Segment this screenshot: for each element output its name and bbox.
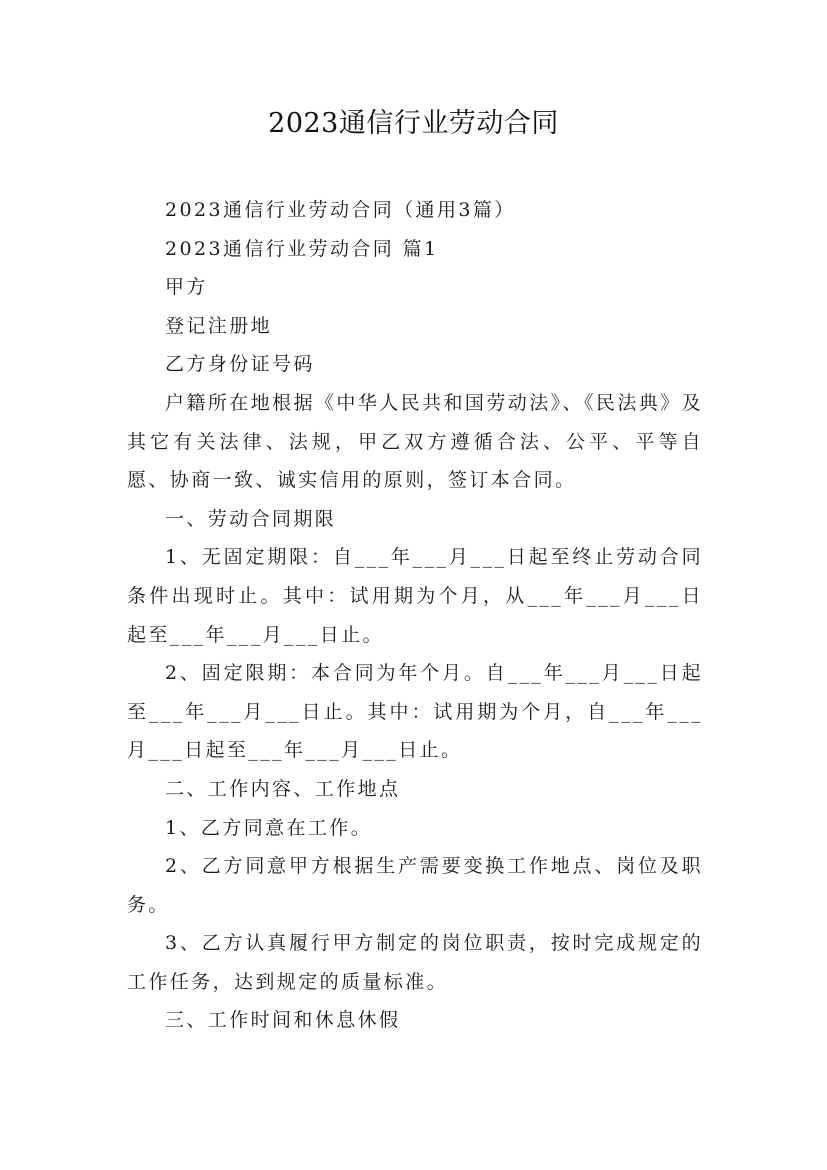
document-title: 2023通信行业劳动合同 xyxy=(268,108,559,139)
section-heading-contract-term: 一、劳动合同期限 xyxy=(165,507,337,530)
paragraph-preamble: 户籍所在地根据《中华人民共和国劳动法》、《民法典》及其它有关法律、法规，甲乙双方遵循合法、公平、平等自愿、协商一致、诚实信用的原则，签订本合同。 xyxy=(127,391,703,492)
paragraph-work-agree: 1、乙方同意在工作。 xyxy=(165,816,373,839)
paragraph-part-heading: 2023通信行业劳动合同 篇1 xyxy=(165,237,439,260)
paragraph-fixed-term: 2、固定限期：本合同为年个月。自___年___月___日起至___年___月___日止。其中：试用期为个月，自___年___月___日起至___年___月___日止。 xyxy=(127,662,703,762)
paragraph-party-b-id: 乙方身份证号码 xyxy=(165,353,315,376)
paragraph-registered-address: 登记注册地 xyxy=(165,314,273,337)
paragraph-work-duties: 3、乙方认真履行甲方制定的岗位职责，按时完成规定的工作任务，达到规定的质量标准。 xyxy=(127,932,703,993)
paragraph-work-relocation: 2、乙方同意甲方根据生产需要变换工作地点、岗位及职务。 xyxy=(127,855,703,916)
paragraph-party-a: 甲方 xyxy=(165,276,208,299)
document-body xyxy=(127,191,703,1040)
section-heading-work-content: 二、工作内容、工作地点 xyxy=(165,777,401,800)
paragraph-subtitle: 2023通信行业劳动合同（通用3篇） xyxy=(165,199,516,221)
section-heading-work-hours: 三、工作时间和休息休假 xyxy=(165,1009,401,1032)
paragraph-indefinite-term: 1、无固定期限：自___年___月___日起至终止劳动合同条件出现时止。其中：试用期为个月，从___年___月___日起至___年___月___日止。 xyxy=(127,546,703,646)
